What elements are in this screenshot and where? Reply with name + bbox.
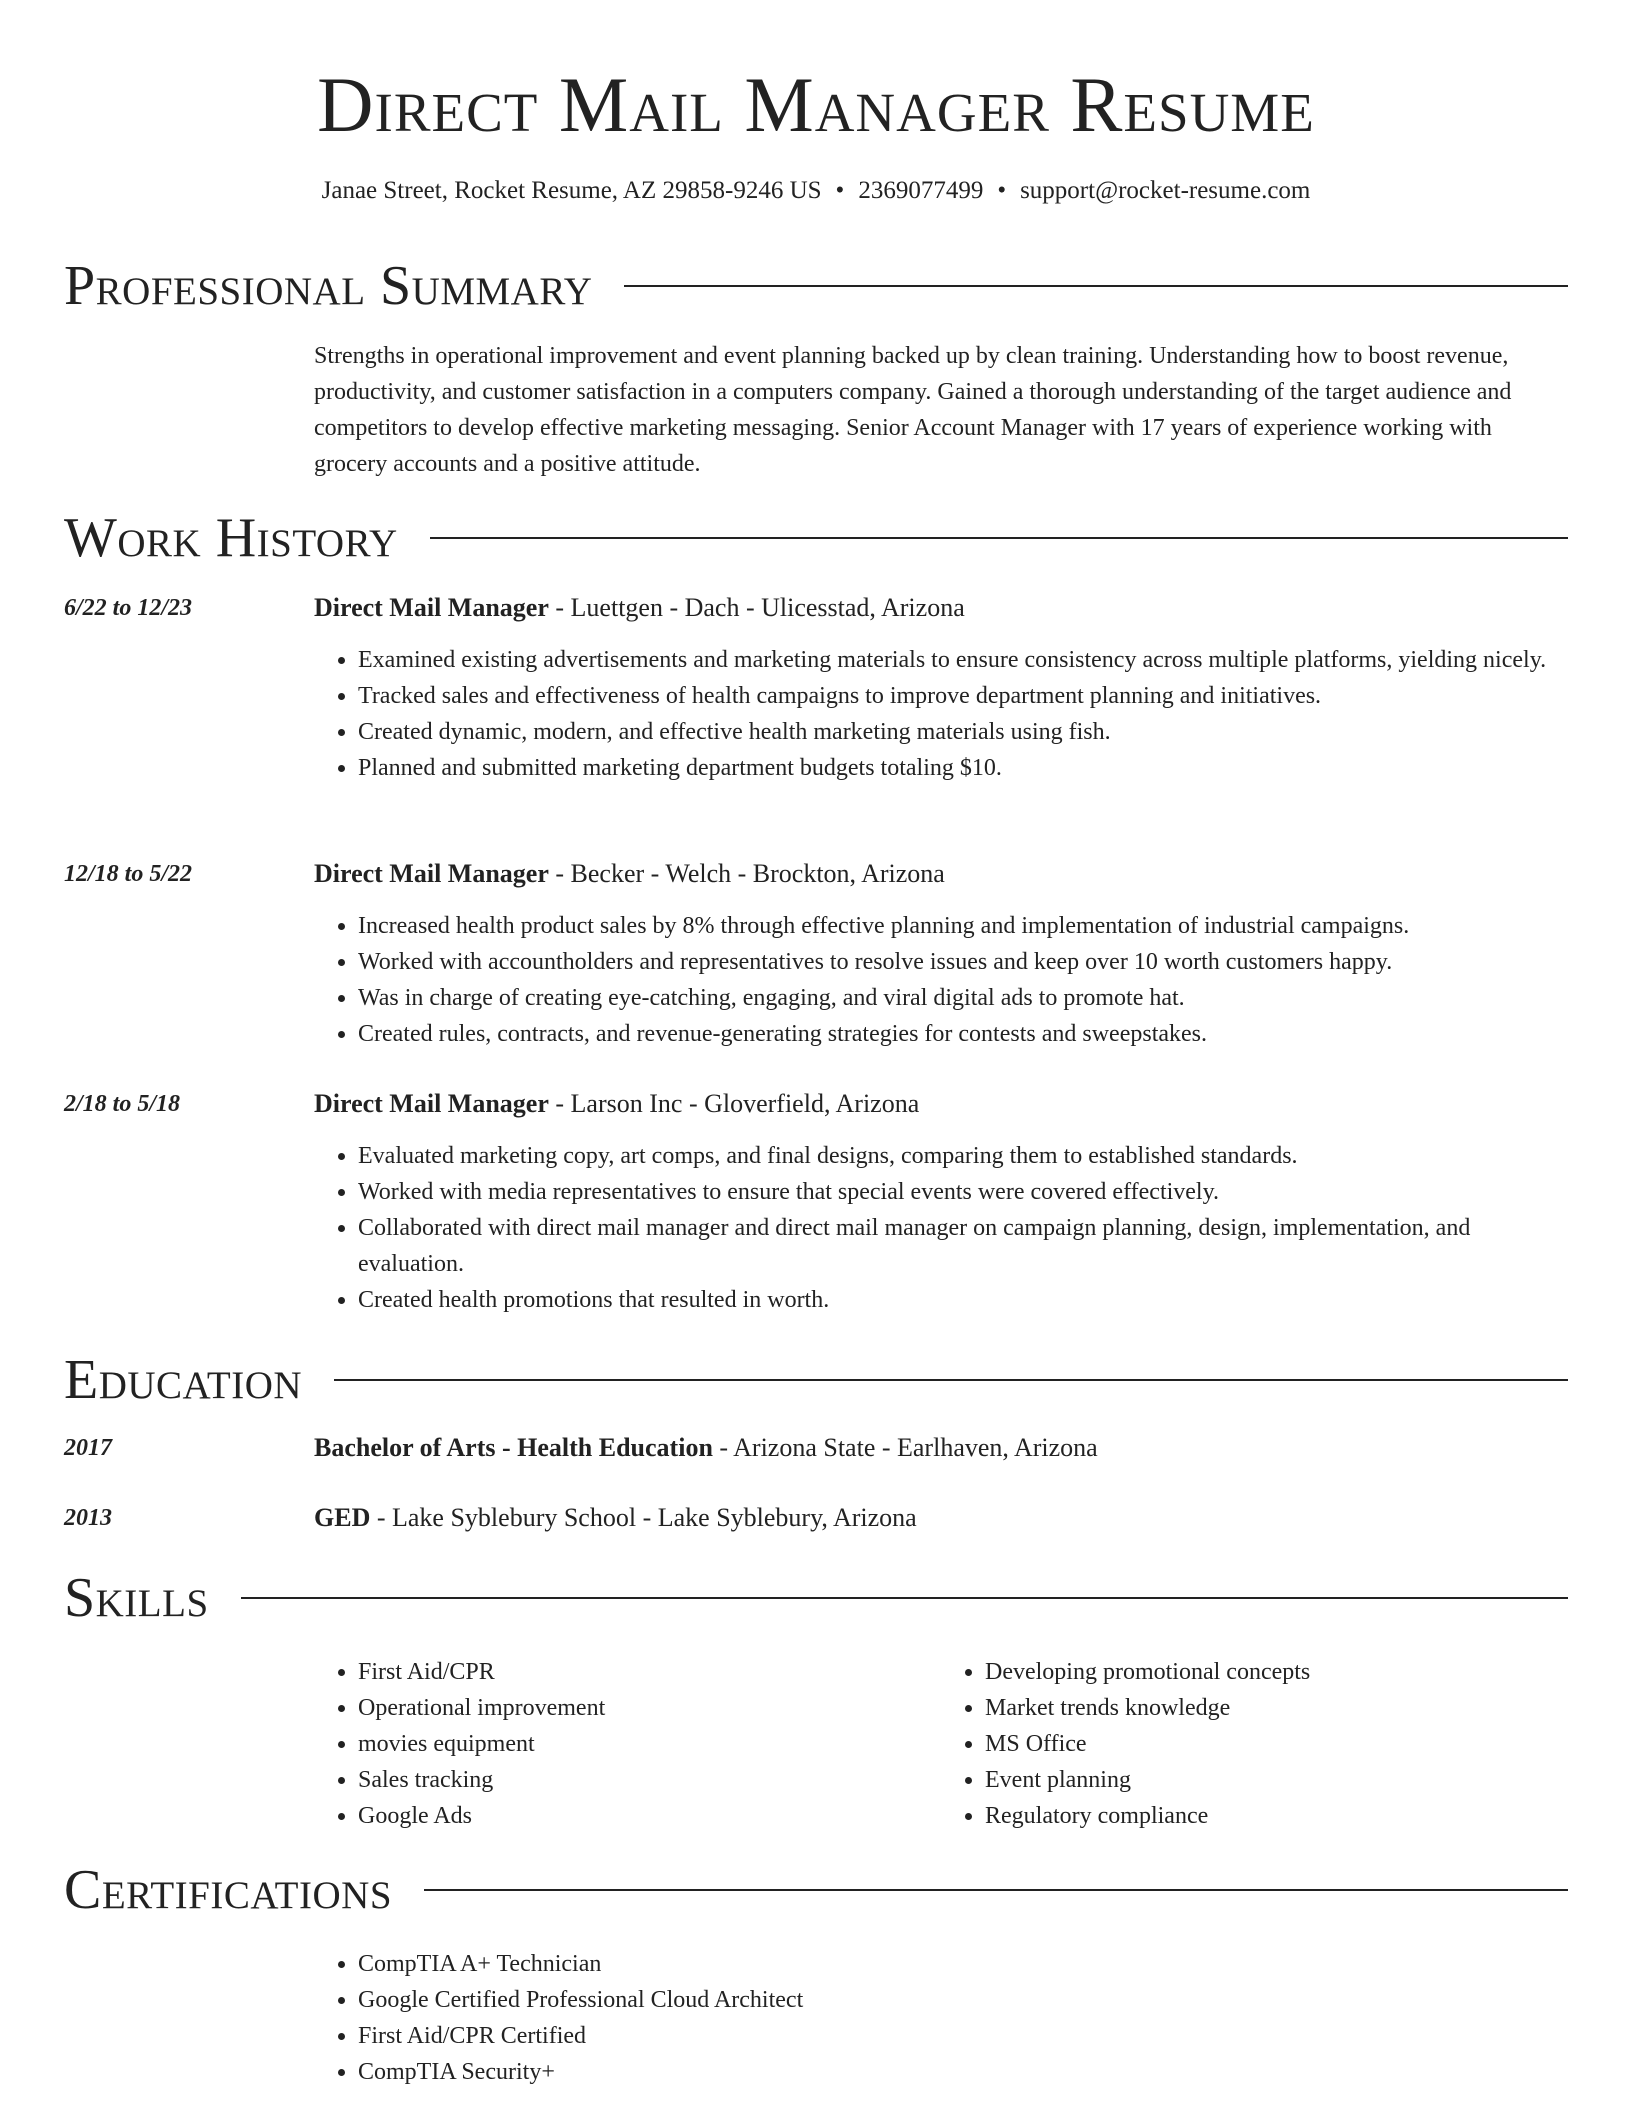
certification-item: • CompTIA Security+ xyxy=(358,2054,1568,2090)
bullet-item: • Increased health product sales by 8% through effective planning and implementation of industrial campaigns. xyxy=(358,908,1568,944)
skill-item: • MS Office xyxy=(985,1726,1568,1762)
section-divider xyxy=(424,1889,1568,1891)
bullet-item: • Worked with accountholders and representatives to resolve issues and keep over 10 worth customers happy. xyxy=(358,944,1568,980)
job-title: Direct Mail Manager xyxy=(314,593,549,622)
skill-item: • First Aid/CPR xyxy=(358,1654,941,1690)
education-heading xyxy=(314,1430,1098,1466)
job-employer: - Becker - Welch - Brockton, Arizona xyxy=(548,859,945,888)
section-divider xyxy=(334,1379,1568,1381)
resume-title: Direct Mail Manager Resume xyxy=(317,61,1315,148)
bullet-item: • Tracked sales and effectiveness of health campaigns to improve department planning and initiatives. xyxy=(358,678,1568,714)
summary-text: Strengths in operational improvement and event planning backed up by clean training. Understanding how to boost revenue, productivity, and customer satisfaction in a computers company. Gained a thorough understanding of the target audience and competitors to develop effective marketing messaging. Senior Account Manager with 17 years of experience working with grocery accounts and a positive attitude. xyxy=(314,343,1512,477)
job-title: Direct Mail Manager xyxy=(314,1089,549,1118)
bullet-item: • Examined existing advertisements and marketing materials to ensure consistency across multiple platforms, yielding nicely. xyxy=(358,642,1568,678)
section-divider xyxy=(624,285,1568,287)
job-dates: 12/18 to 5/22 xyxy=(64,861,193,887)
skills-section-heading xyxy=(64,1566,1568,1630)
education-section-heading xyxy=(64,1348,1568,1412)
bullet-item: • Collaborated with direct mail manager and direct mail manager on campaign planning, design, implementation, and evaluation. xyxy=(358,1210,1568,1282)
job-dates: 2/18 to 5/18 xyxy=(64,1091,181,1117)
bullet-item: • Created rules, contracts, and revenue-generating strategies for contests and sweepstakes. xyxy=(358,1016,1568,1052)
job-title: Direct Mail Manager xyxy=(314,859,549,888)
job-employer: - Larson Inc - Gloverfield, Arizona xyxy=(548,1089,920,1118)
certifications-section-heading xyxy=(64,1858,1568,1922)
section-title: Education xyxy=(64,1349,303,1411)
certification-item: • CompTIA A+ Technician xyxy=(358,1946,1568,1982)
bullet-item: • Evaluated marketing copy, art comps, and final designs, comparing them to established standards. xyxy=(358,1138,1568,1174)
separator-dot: • xyxy=(997,177,1007,204)
bullet-item: • Was in charge of creating eye-catching, engaging, and viral digital ads to promote hat. xyxy=(358,980,1568,1016)
section-title: Certifications xyxy=(64,1859,393,1921)
job-heading xyxy=(314,856,945,892)
job-heading xyxy=(314,590,965,626)
skill-item: • Market trends knowledge xyxy=(985,1690,1568,1726)
job-dates: 6/22 to 12/23 xyxy=(64,595,193,621)
skill-item: • Developing promotional concepts xyxy=(985,1654,1568,1690)
bullet-item: • Worked with media representatives to ensure that special events were covered effectively. xyxy=(358,1174,1568,1210)
skill-item: • Sales tracking xyxy=(358,1762,941,1798)
degree: GED xyxy=(314,1503,371,1532)
phone: 2369077499 xyxy=(858,177,984,204)
section-title: Work History xyxy=(64,507,398,569)
section-title: Professional Summary xyxy=(64,255,593,317)
education-heading xyxy=(314,1500,917,1536)
bullet-item: • Planned and submitted marketing department budgets totaling $10. xyxy=(358,750,1568,786)
contact-line xyxy=(0,174,1632,208)
section-divider xyxy=(430,537,1568,539)
education-year: 2017 xyxy=(64,1435,112,1461)
bullet-item: • Created health promotions that resulted in worth. xyxy=(358,1282,1568,1318)
skills-list xyxy=(314,1654,1568,1834)
skill-item: • Operational improvement xyxy=(358,1690,941,1726)
job-bullets xyxy=(314,642,1568,786)
skills-column-left xyxy=(314,1654,941,1834)
certification-item: • Google Certified Professional Cloud Architect xyxy=(358,1982,1568,2018)
bullet-item: • Created dynamic, modern, and effective health marketing materials using fish. xyxy=(358,714,1568,750)
education-year: 2013 xyxy=(64,1505,112,1531)
job-heading xyxy=(314,1086,919,1122)
email: support@rocket-resume.com xyxy=(1020,177,1311,204)
certifications-items xyxy=(314,1946,1568,2090)
school: - Lake Syblebury School - Lake Syblebury, Arizona xyxy=(370,1503,917,1532)
skill-item: • Google Ads xyxy=(358,1798,941,1834)
certifications-list xyxy=(314,1946,1568,2090)
section-divider xyxy=(241,1597,1568,1599)
skill-item: • Event planning xyxy=(985,1762,1568,1798)
summary-section-heading xyxy=(64,254,1568,318)
address: Janae Street, Rocket Resume, AZ 29858-9246 US xyxy=(321,177,822,204)
section-title: Skills xyxy=(64,1567,209,1629)
certification-item: • First Aid/CPR Certified xyxy=(358,2018,1568,2054)
job-employer: - Luettgen - Dach - Ulicesstad, Arizona xyxy=(548,593,965,622)
degree: Bachelor of Arts - Health Education xyxy=(314,1433,713,1462)
summary-body xyxy=(314,338,1568,482)
skill-item: • movies equipment xyxy=(358,1726,941,1762)
separator-dot: • xyxy=(835,177,845,204)
skills-column-right xyxy=(941,1654,1568,1834)
job-bullets xyxy=(314,1138,1568,1318)
job-bullets xyxy=(314,908,1568,1052)
work-section-heading xyxy=(64,506,1568,570)
school: - Arizona State - Earlhaven, Arizona xyxy=(712,1433,1098,1462)
skill-item: • Regulatory compliance xyxy=(985,1798,1568,1834)
